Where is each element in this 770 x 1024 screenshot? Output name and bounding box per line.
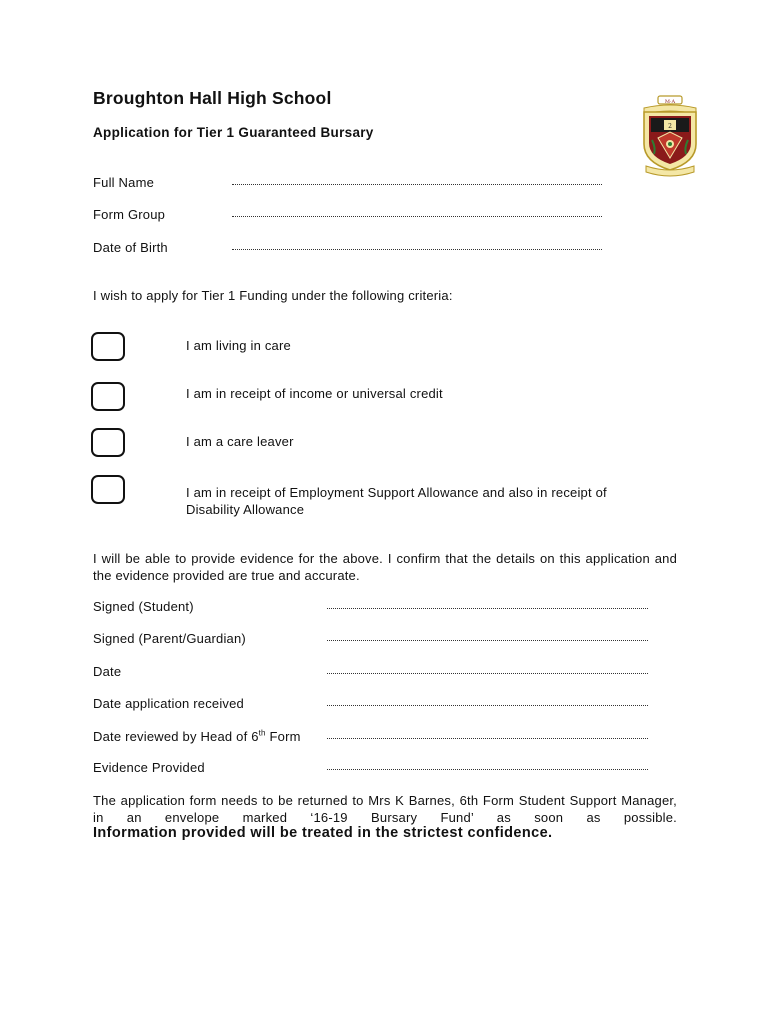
date-received-label: Date application received [93,696,244,711]
date-label: Date [93,664,122,679]
checkbox-employment-support[interactable] [91,475,125,504]
option-care-leaver: I am a care leaver [186,434,294,449]
evidence-provided-label: Evidence Provided [93,760,205,775]
school-crest-icon [638,92,702,178]
date-reviewed-prefix: Date reviewed by Head of 6 [93,729,259,744]
date-reviewed-sup: th [258,728,266,738]
declaration-text: I will be able to provide evidence for the above. I confirm that the details on this application and the evidence provided are true and accurate. [93,551,677,583]
signed-parent-field[interactable] [327,640,648,641]
option-income-universal-credit: I am in receipt of income or universal credit [186,386,443,401]
confidentiality-note: Information provided will be treated in the strictest confidence. [93,825,553,841]
school-name: Broughton Hall High School [93,88,332,108]
form-group-field[interactable] [232,216,602,217]
return-instructions: The application form needs to be returned to Mrs K Barnes, 6th Form Student Support Manager, in an envelope marked ‘16-19 Bursary Fund’ as soon as possible. [93,793,677,825]
signed-student-label: Signed (Student) [93,599,194,614]
form-group-label: Form Group [93,207,166,222]
checkbox-living-in-care[interactable] [91,332,125,361]
option-employment-support: I am in receipt of Employment Support Allowance and also in receipt of Disability Allowance [186,485,607,517]
checkbox-income-universal-credit[interactable] [91,382,125,411]
criteria-intro: I wish to apply for Tier 1 Funding under the following criteria: [93,288,453,303]
date-reviewed-label [93,729,301,744]
signed-parent-label: Signed (Parent/Guardian) [93,631,246,646]
full-name-label: Full Name [93,175,155,190]
date-of-birth-label: Date of Birth [93,240,168,255]
checkbox-care-leaver[interactable] [91,428,125,457]
svg-text:2: 2 [668,123,672,130]
option-living-in-care: I am living in care [186,338,291,353]
date-of-birth-field[interactable] [232,249,602,250]
signed-student-field[interactable] [327,608,648,609]
date-field[interactable] [327,673,648,674]
form-title: Application for Tier 1 Guaranteed Bursary [93,125,374,140]
evidence-provided-field[interactable] [327,769,648,770]
svg-text:M·A: M·A [664,99,676,105]
date-reviewed-suffix: Form [265,729,301,744]
date-reviewed-field[interactable] [327,738,648,739]
full-name-field[interactable] [232,184,602,185]
date-received-field[interactable] [327,705,648,706]
